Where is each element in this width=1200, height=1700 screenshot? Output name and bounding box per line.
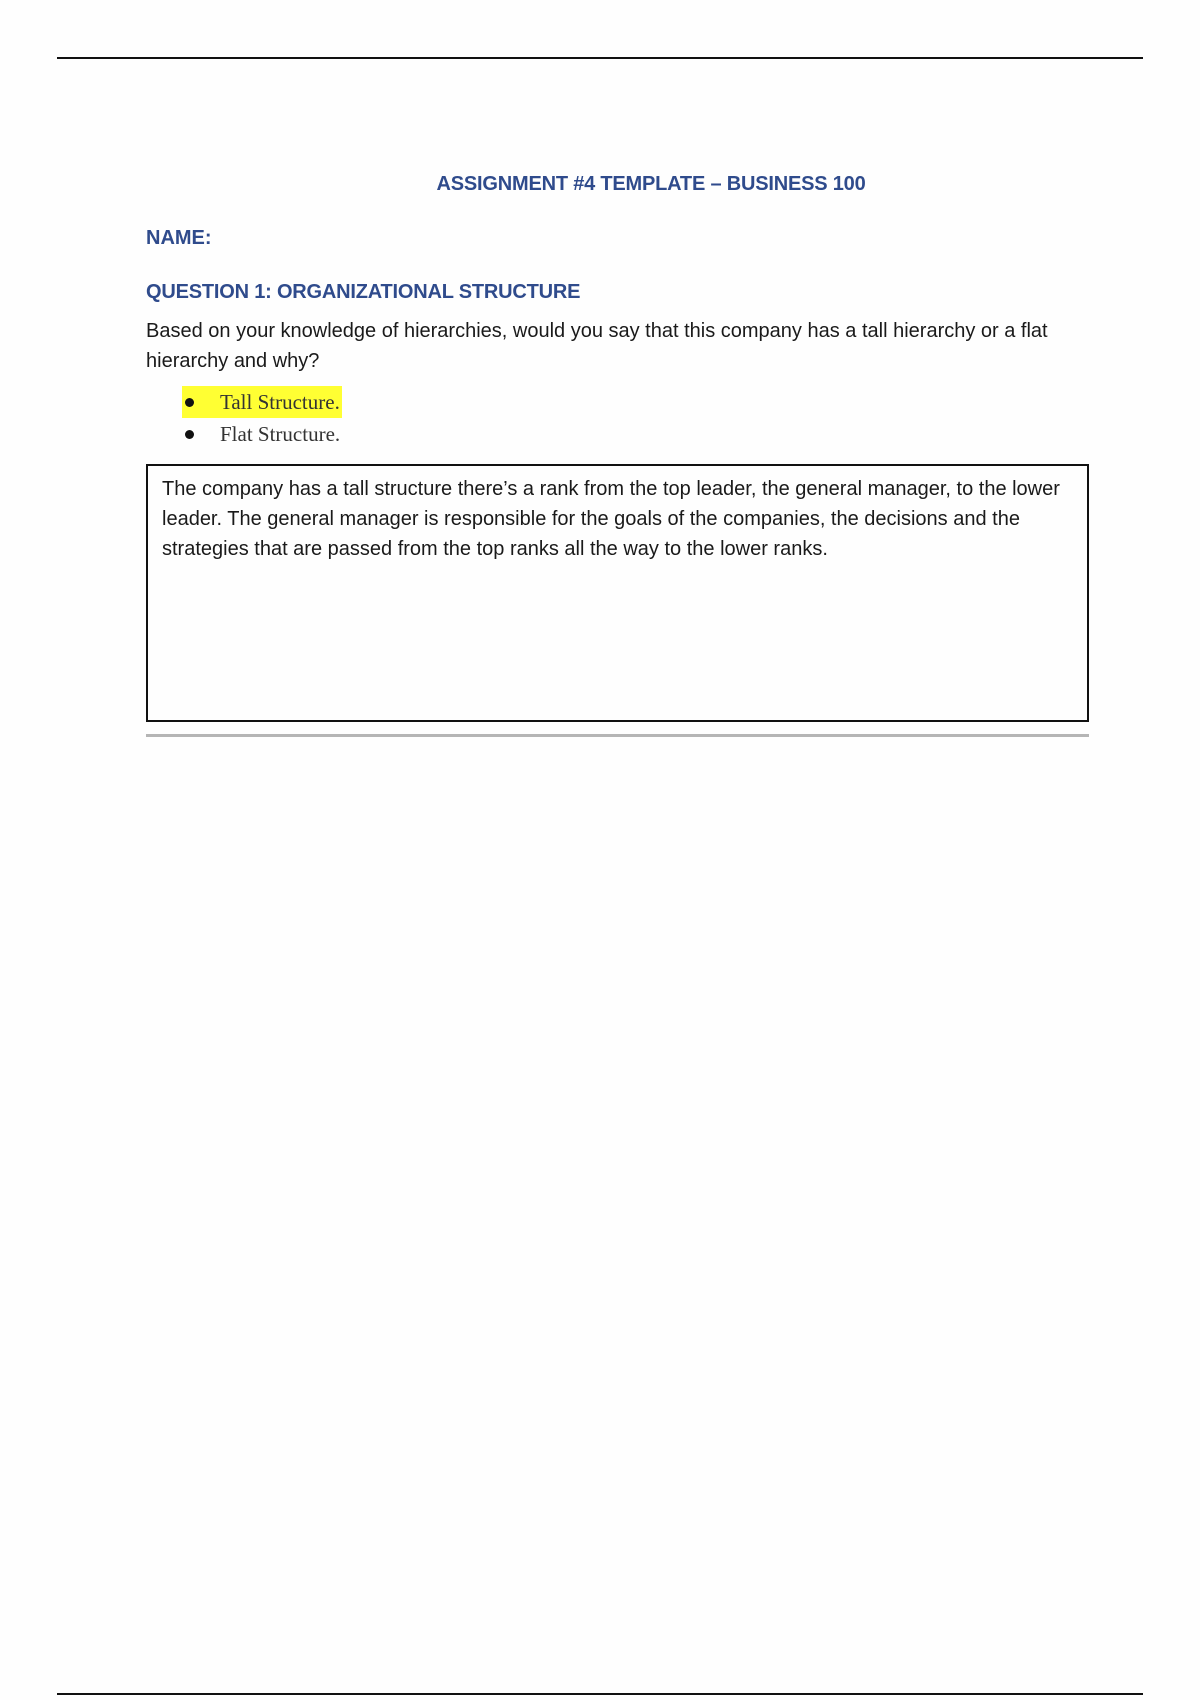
question-text: Based on your knowledge of hierarchies, would you say that this company has a tall hierarchy or a flat hierarchy and why? (146, 320, 1048, 372)
top-rule (57, 57, 1143, 59)
document-title: ASSIGNMENT #4 TEMPLATE – BUSINESS 100 (436, 173, 866, 195)
answer-box[interactable] (146, 464, 1089, 722)
list-item (182, 418, 1090, 450)
list-item (182, 386, 1090, 418)
name-label: NAME: (146, 227, 212, 249)
option-label: Flat Structure. (220, 422, 341, 446)
question-heading: QUESTION 1: ORGANIZATIONAL STRUCTURE (146, 281, 581, 303)
bullet-icon (185, 398, 194, 407)
option-flat-structure (182, 418, 342, 450)
option-tall-structure (182, 386, 342, 418)
option-label: Tall Structure. (220, 390, 340, 414)
section-divider (146, 734, 1089, 737)
options-list (146, 386, 1090, 450)
bottom-rule (57, 1693, 1143, 1695)
bullet-icon (185, 430, 194, 439)
document-body (146, 168, 1090, 737)
answer-text: The company has a tall structure there’s a rank from the top leader, the general manager, to the lower leader. The general manager is responsible for the goals of the companies, the decisions and the strategies that are passed from the top ranks all the way to the lower ranks. (162, 478, 1060, 560)
